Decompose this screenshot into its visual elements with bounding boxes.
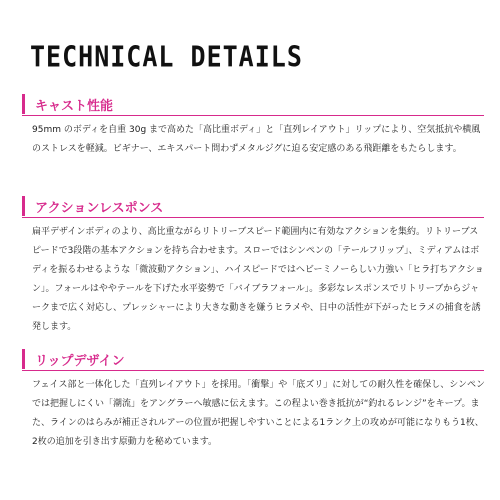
section-body: 95mm のボディを自重 30g まで高めた「高比重ボディ」と「直列レイアウト」リップにより、空気抵抗や横風のストレスを軽減。ビギナー、エキスパート問わずメタルジグに迫る安定感のある飛距離をもたらします。 [32,125,481,154]
section-body: 扁平デザインボディのより、高比重ながらリトリーブスピード範囲内に有効なアクションを集約。リトリーブスピードで3段階の基本アクションを持ち合わせます。スローではシンペンの「テールフリップ」、ミディアムはボディを振るわせるような「微波動アクション」、ハイスピードではヘビーミノーらしい力強い「ヒラ打ちアクション」。フォールはややテールを下げた水平姿勢で「バイブラフォール」。多彩なレスポンスでリトリーブからジャークまで広く対応し、プレッシャーにより大きな動きを嫌うヒラメや、日中の活性が下がったヒラメの捕食を誘発します。 [32,227,484,332]
section-heading: アクションレスポンス [35,201,164,216]
section-heading-bar [22,348,484,371]
page-title: TECHNICAL DETAILS [30,40,303,74]
section-body: フェイス部と一体化した「直列レイアウト」を採用。「衝撃」や「底ズリ」に対しての耐久性を確保し、シンペンでは把握しにくい「潮流」をアングラーへ敏感に伝えます。この程よい巻き抵抗が“釣れるレンジ”をキープ。また、ラインのはらみが補正されルアーの位置が把握しやすいことによる1ランク上の攻めが可能になりもう1枚、2枚の追加を引き出す原動力を秘めています。 [32,380,486,447]
section-heading-bar [22,195,484,218]
section-heading: キャスト性能 [35,99,114,114]
section-heading: リップデザイン [35,354,125,369]
section-heading-bar [22,93,484,116]
section-cast-performance [22,93,484,159]
section-action-response [22,195,484,337]
section-lip-design [22,348,484,452]
